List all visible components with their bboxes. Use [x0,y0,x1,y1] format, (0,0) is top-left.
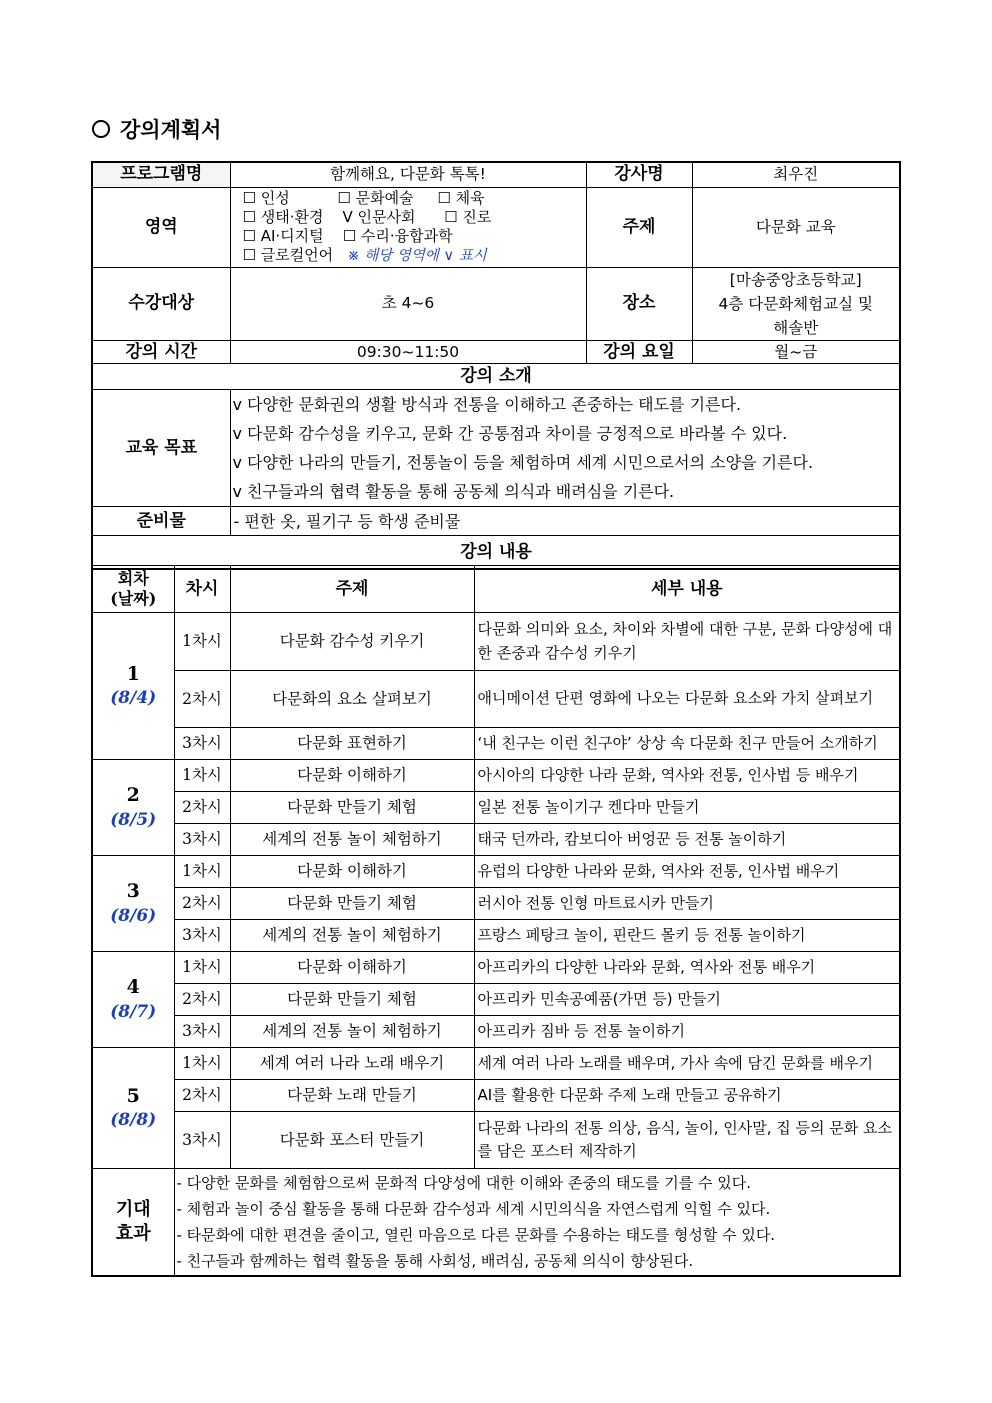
target-value: 초 4~6 [230,267,586,340]
program-value: 함께해요, 다문화 톡톡! [230,162,586,187]
session-number: 4 [126,976,140,999]
period-cell: 1차시 [174,856,230,888]
schedule-row [92,792,900,824]
session-date: (8/8) [110,1110,157,1131]
detail-cell: 태국 던까라, 캄보디아 버엉꾼 등 전통 놀이하기 [474,824,900,856]
place-value [692,267,900,340]
area-options [230,187,586,267]
detail-cell: AI를 활용한 다문화 주제 노래 만들고 공유하기 [474,1080,900,1112]
schedule-row [92,856,900,888]
detail-cell: 아프리카의 다양한 나라와 문화, 역사와 전통 배우기 [474,952,900,984]
col-round [92,566,174,613]
effect-item: - 다양한 문화를 체험함으로써 문화적 다양성에 대한 이해와 존중의 태도를 기를 수 있다. [176,1173,752,1192]
area-label: 영역 [92,187,230,267]
topic-cell: 다문화 이해하기 [230,856,474,888]
target-label: 수강대상 [92,267,230,340]
goals-row [92,390,900,507]
session-number: 1 [126,662,140,685]
effects-label [92,1169,174,1276]
detail-cell: 애니메이션 단편 영화에 나오는 다문화 요소와 가치 살펴보기 [474,671,900,728]
schedule-row [92,613,900,671]
period-cell: 1차시 [174,952,230,984]
instructor-value: 최우진 [692,162,900,187]
period-cell: 2차시 [174,888,230,920]
col-period: 차시 [174,566,230,613]
topic-cell: 다문화 포스터 만들기 [230,1112,474,1169]
schedule-row [92,920,900,952]
schedule-row [92,671,900,728]
area-line-3: ☐ AI·디지털 ☐ 수리·융합과학 [242,226,453,245]
effects-label-line1: 기대 [115,1198,151,1220]
goal-item: v 친구들과의 협력 활동을 통해 공동체 의식과 배려심을 기른다. [232,482,675,502]
detail-cell: 아프리카 짐바 등 전통 놀이하기 [474,1016,900,1048]
program-label: 프로그램명 [92,162,230,187]
place-label: 장소 [586,267,692,340]
period-cell: 3차시 [174,728,230,760]
schedule-row [92,760,900,792]
goal-item: v 다문화 감수성을 키우고, 문화 간 공통점과 차이를 긍정적으로 바라볼 수 있다. [232,424,788,444]
goal-item: v 다양한 문화권의 생활 방식과 전통을 이해하고 존중하는 태도를 기른다. [232,395,742,415]
topic-cell: 다문화 감수성 키우기 [230,613,474,671]
topic-cell: 다문화 만들기 체험 [230,792,474,824]
session-cell [92,760,174,856]
session-number: 2 [126,784,140,807]
effects-row [92,1169,900,1276]
effect-item: - 타문화에 대한 편견을 줄이고, 열린 마음으로 다른 문화를 수용하는 태도를 형성할 수 있다. [176,1225,776,1244]
schedule-row [92,1080,900,1112]
period-cell: 3차시 [174,1016,230,1048]
schedule-row [92,888,900,920]
instructor-label: 강사명 [586,162,692,187]
session-date: (8/5) [110,809,157,830]
detail-cell: 유럽의 다양한 나라와 문화, 역사와 전통, 인사법 배우기 [474,856,900,888]
detail-cell: 러시아 전통 인형 마트료시카 만들기 [474,888,900,920]
target-row [92,267,900,340]
schedule-row [92,1112,900,1169]
detail-cell: 다문화 의미와 요소, 차이와 차별에 대한 구분, 문화 다양성에 대한 존중과 감수성 키우기 [474,613,900,671]
schedule-row [92,952,900,984]
session-number: 5 [126,1084,140,1107]
period-cell: 2차시 [174,1080,230,1112]
detail-cell: 세계 여러 나라 노래를 배우며, 가사 속에 담긴 문화를 배우기 [474,1048,900,1080]
session-cell [92,856,174,952]
effect-item: - 친구들과 함께하는 협력 활동을 통해 사회성, 배려심, 공동체 의식이 향상된다. [176,1251,694,1270]
period-cell: 2차시 [174,984,230,1016]
effects-list [174,1169,900,1276]
col-detail: 세부 내용 [474,566,900,613]
circle-bullet-icon [92,120,110,138]
goals-label: 교육 목표 [92,390,230,507]
topic-cell: 다문화 만들기 체험 [230,888,474,920]
session-date: (8/6) [110,905,157,926]
time-label: 강의 시간 [92,340,230,364]
materials-label: 준비물 [92,507,230,536]
topic-cell: 다문화 만들기 체험 [230,984,474,1016]
topic-label: 주제 [586,187,692,267]
schedule-row [92,728,900,760]
period-cell: 2차시 [174,671,230,728]
area-option-glocal: ☐ 글로컬언어 [242,245,334,264]
session-date: (8/4) [110,688,157,709]
page-title-text: 강의계획서 [120,117,222,142]
area-line-1: ☐ 인성 ☐ 문화예술 ☐ 체육 [242,188,485,207]
period-cell: 1차시 [174,760,230,792]
detail-cell: ‘내 친구는 이런 친구야’ 상상 속 다문화 친구 만들어 소개하기 [474,728,900,760]
schedule-row [92,1016,900,1048]
topic-cell: 다문화 노래 만들기 [230,1080,474,1112]
time-row [92,340,900,364]
content-header-row [92,536,900,569]
col-round-line2: (날짜) [110,589,157,608]
topic-cell: 세계의 전통 놀이 체험하기 [230,1016,474,1048]
detail-cell: 일본 전통 놀이기구 켄다마 만들기 [474,792,900,824]
materials-value: - 편한 옷, 필기구 등 학생 준비물 [230,507,900,536]
topic-cell: 세계 여러 나라 노래 배우기 [230,1048,474,1080]
area-line-4 [243,246,583,266]
place-line-2: 4층 다문화체험교실 및 [718,294,873,313]
col-topic: 주제 [230,566,474,613]
period-cell: 2차시 [174,792,230,824]
detail-cell: 다문화 나라의 전통 의상, 음식, 놀이, 인사말, 집 등의 문화 요소를 담은 포스터 제작하기 [474,1112,900,1169]
detail-cell: 아시아의 다양한 나라 문화, 역사와 전통, 인사법 등 배우기 [474,760,900,792]
goal-item: v 다양한 나라의 만들기, 전통놀이 등을 체험하며 세계 시민으로서의 소양을 기른다. [232,453,814,473]
intro-header-row [92,364,900,390]
effect-item: - 체험과 놀이 중심 활동을 통해 다문화 감수성과 세계 시민의식을 자연스럽게 익힐 수 있다. [176,1199,771,1218]
session-cell [92,952,174,1048]
schedule-body [92,613,900,1169]
period-cell: 3차시 [174,824,230,856]
place-line-1: [마송중앙초등학교] [729,270,862,289]
schedule-row [92,1048,900,1080]
topic-cell: 다문화 이해하기 [230,760,474,792]
session-cell [92,613,174,760]
day-value: 월~금 [692,340,900,364]
session-date: (8/7) [110,1001,157,1022]
session-cell [92,1048,174,1169]
session-number: 3 [126,880,140,903]
materials-row [92,507,900,536]
area-row [92,187,900,267]
detail-cell: 아프리카 민속공예품(가면 등) 만들기 [474,984,900,1016]
time-value: 09:30~11:50 [230,340,586,364]
info-table [91,161,901,570]
schedule-table [91,565,901,1277]
period-cell: 1차시 [174,613,230,671]
period-cell: 3차시 [174,920,230,952]
topic-cell: 다문화의 요소 살펴보기 [230,671,474,728]
topic-cell: 세계의 전통 놀이 체험하기 [230,920,474,952]
area-note: ※ 해당 영역에 ∨ 표시 [347,247,487,264]
schedule-row [92,984,900,1016]
schedule-header-row [92,566,900,613]
place-line-3: 해솔반 [773,318,819,337]
topic-cell: 다문화 이해하기 [230,952,474,984]
topic-value: 다문화 교육 [692,187,900,267]
period-cell: 3차시 [174,1112,230,1169]
col-round-line1: 회차 [117,569,149,588]
content-header: 강의 내용 [92,536,900,569]
page-title [92,114,221,144]
schedule-row [92,824,900,856]
effects-label-line2: 효과 [115,1222,151,1244]
topic-cell: 다문화 표현하기 [230,728,474,760]
topic-cell: 세계의 전통 놀이 체험하기 [230,824,474,856]
day-label: 강의 요일 [586,340,692,364]
program-row [92,162,900,187]
intro-header: 강의 소개 [92,364,900,390]
goals-list [230,390,900,507]
area-line-2: ☐ 생태·환경 V 인문사회 ☐ 진로 [242,207,492,226]
detail-cell: 프랑스 페탕크 놀이, 핀란드 몰키 등 전통 놀이하기 [474,920,900,952]
period-cell: 1차시 [174,1048,230,1080]
